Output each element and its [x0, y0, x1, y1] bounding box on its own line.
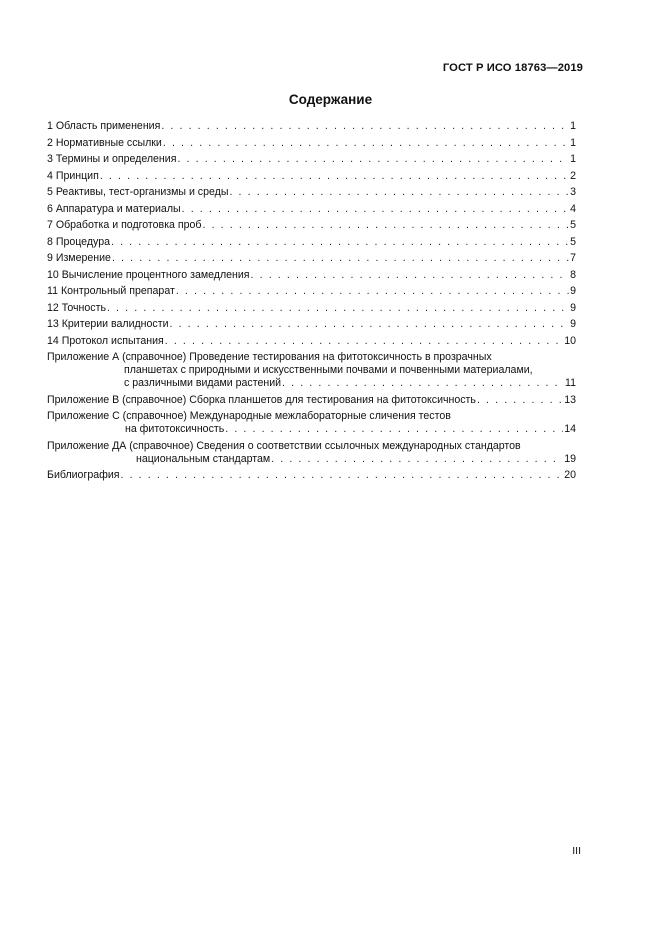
toc-entry-page: 13: [564, 393, 576, 406]
toc-entry-page: 9: [570, 301, 576, 314]
toc-entry-page: 1: [570, 153, 576, 165]
toc-entry-page: 7: [570, 252, 576, 264]
toc-entry-page: 1: [570, 136, 576, 149]
toc-entry-7[interactable]: [47, 219, 576, 232]
toc-entry-page: 4: [570, 202, 576, 215]
toc-entry-page: 2: [570, 169, 576, 182]
dot-leader: [182, 203, 569, 216]
toc-entry-title: 6 Аппаратура и материалы: [47, 202, 181, 215]
page-number: III: [572, 845, 581, 857]
toc-entry-page: 19: [564, 452, 576, 465]
dot-leader: [100, 170, 569, 183]
toc-entry-13[interactable]: [47, 318, 576, 331]
toc-entry-page: 3: [570, 186, 576, 198]
dot-leader: [170, 318, 570, 331]
toc-entry-page: 8: [570, 268, 576, 281]
toc-entry-14[interactable]: [47, 335, 576, 348]
dot-leader: [202, 219, 569, 232]
toc-entry-page: 11: [565, 377, 576, 389]
dot-leader: [177, 153, 569, 166]
toc-entry-title: 7 Обработка и подготовка проб: [47, 219, 202, 231]
dot-leader: [163, 137, 569, 150]
toc-entry-8[interactable]: [47, 236, 576, 249]
toc-entry-title-continued: на фитотоксичность: [125, 423, 225, 435]
document-header-standard: ГОСТ Р ИСО 18763—2019: [442, 62, 583, 74]
toc-entry-annex-c[interactable]: [47, 410, 576, 436]
toc-entry-title: 12 Точность: [47, 301, 106, 314]
dot-leader: [271, 453, 563, 466]
toc-entry-title-continued: национальным стандартам: [136, 452, 271, 465]
dot-leader: [120, 469, 563, 482]
toc-entry-title: Библиография: [47, 469, 120, 481]
dot-leader: [225, 423, 563, 436]
toc-entry-title: 11 Контрольный препарат: [47, 285, 175, 297]
toc-entry-title: 3 Термины и определения: [47, 153, 177, 165]
toc-entry-title: 4 Принцип: [47, 169, 99, 182]
toc-entry-11[interactable]: [47, 285, 576, 298]
toc-entry-4[interactable]: [47, 170, 576, 183]
toc-entry-page: 20: [564, 469, 576, 481]
toc-entry-annex-a[interactable]: [47, 351, 576, 390]
toc-entry-page: 9: [570, 285, 576, 297]
toc-entry-9[interactable]: [47, 252, 576, 265]
dot-leader: [251, 269, 570, 282]
toc-entry-page: 14: [564, 423, 576, 435]
toc-entry-page: 9: [570, 318, 576, 330]
toc-entry-title: Приложение С (справочное) Международные межлабораторные сличения тестов: [47, 410, 451, 422]
toc-entry-title: 8 Процедура: [47, 235, 110, 248]
toc-entry-title: 13 Критерии валидности: [47, 318, 169, 330]
toc-entry-title: 1 Область применения: [47, 120, 161, 132]
toc-entry-2[interactable]: [47, 137, 576, 150]
toc-entry-6[interactable]: [47, 203, 576, 216]
toc-entry-annex-b[interactable]: [47, 394, 576, 407]
toc-entry-title: 14 Протокол испытания: [47, 334, 164, 347]
toc-entry-page: 5: [570, 219, 576, 231]
toc-entry-page: 1: [570, 120, 576, 132]
toc-entry-title-continued: планшетах с природными и искусственными почвами и почвенными материалами,: [124, 364, 533, 376]
toc-entry-title: 9 Измерение: [47, 252, 111, 264]
toc-title: Содержание: [288, 92, 373, 107]
dot-leader: [282, 377, 564, 390]
toc-entry-1[interactable]: [47, 120, 576, 133]
dot-leader: [229, 186, 569, 199]
dot-leader: [165, 335, 563, 348]
toc-entry-annex-da[interactable]: [47, 440, 576, 466]
toc-entry-title: 10 Вычисление процентного замедления: [47, 268, 250, 281]
table-of-contents: [47, 120, 576, 486]
dot-leader: [161, 120, 569, 133]
dot-leader: [176, 285, 569, 298]
toc-entry-title: Приложение ДА (справочное) Сведения о соответствии ссылочных международных стандартов: [47, 439, 521, 452]
toc-entry-page: 5: [570, 235, 576, 248]
toc-entry-title-continued: с различными видами растений: [124, 377, 282, 389]
toc-entry-title: Приложение А (справочное) Проведение тестирования на фитотоксичность в прозрачных: [47, 351, 492, 363]
toc-entry-page: 10: [564, 334, 576, 347]
dot-leader: [107, 302, 569, 315]
toc-entry-title: 5 Реактивы, тест-организмы и среды: [47, 186, 229, 198]
toc-entry-5[interactable]: [47, 186, 576, 199]
toc-entry-12[interactable]: [47, 302, 576, 315]
toc-entry-title: 2 Нормативные ссылки: [47, 136, 162, 149]
toc-entry-bibliography[interactable]: [47, 469, 576, 482]
toc-entry-3[interactable]: [47, 153, 576, 166]
dot-leader: [112, 252, 569, 265]
toc-entry-10[interactable]: [47, 269, 576, 282]
dot-leader: [477, 394, 563, 407]
toc-entry-title: Приложение В (справочное) Сборка планшетов для тестирования на фитотоксичность: [47, 393, 476, 406]
dot-leader: [111, 236, 569, 249]
